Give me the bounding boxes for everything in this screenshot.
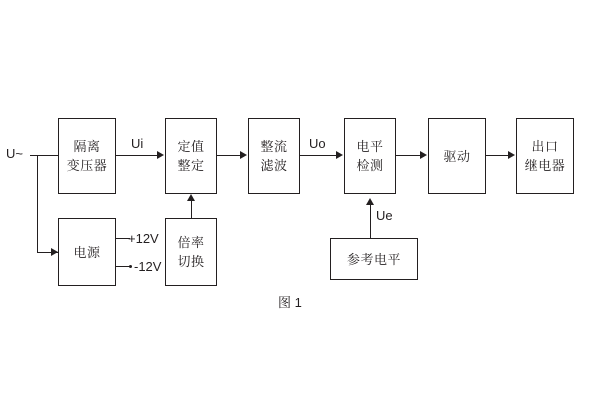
block-level-detect <box>344 118 396 194</box>
block-line: 倍率 <box>177 235 205 250</box>
block-isolation-transformer <box>58 118 116 194</box>
block-line: 出口 <box>531 139 559 154</box>
wire-level-to-drive <box>396 155 421 156</box>
block-drive <box>428 118 486 194</box>
label-plus12v: +12V <box>128 231 159 246</box>
block-line: 电平 <box>356 139 384 154</box>
block-line: 继电器 <box>524 158 566 173</box>
block-rectifier-filter <box>248 118 300 194</box>
block-line: 电源 <box>73 244 101 260</box>
wire-input-branch-vertical <box>37 155 38 252</box>
arrow-into-level-detect-bottom <box>366 198 374 205</box>
block-multiplier-switch <box>165 218 217 286</box>
block-reference-level <box>330 238 418 280</box>
arrow-into-power-supply <box>51 248 58 256</box>
block-output-relay <box>516 118 574 194</box>
wire-reference-to-level <box>370 205 371 238</box>
block-line: 驱动 <box>443 148 471 164</box>
label-minus12v: -12V <box>134 259 162 274</box>
arrow-into-output-relay <box>508 151 515 159</box>
block-line: 隔离 <box>73 139 101 154</box>
block-line: 滤波 <box>260 158 288 173</box>
block-line: 变压器 <box>66 158 108 173</box>
figure-caption: 图 1 <box>278 295 302 310</box>
arrow-into-rectifier <box>240 151 247 159</box>
wire-power-minus12 <box>116 266 130 267</box>
wire-drive-to-relay <box>486 155 509 156</box>
block-line: 整定 <box>177 158 205 173</box>
arrow-into-level-detect <box>336 151 343 159</box>
arrow-into-drive <box>420 151 427 159</box>
block-line: 切换 <box>177 254 205 269</box>
block-line: 整流 <box>260 139 288 154</box>
block-line: 定值 <box>177 139 205 154</box>
label-ue: Ue <box>376 208 393 223</box>
wire-multiplier-to-setting <box>191 200 192 218</box>
block-line: 检测 <box>356 158 384 173</box>
wire-input-to-isolation <box>30 155 58 156</box>
block-line: 参考电平 <box>346 251 401 267</box>
block-setting-adjust <box>165 118 217 194</box>
wire-setting-to-rectifier <box>217 155 241 156</box>
block-power-supply <box>58 218 116 286</box>
wire-isolation-to-setting <box>116 155 158 156</box>
label-input: U~ <box>6 146 23 161</box>
arrow-into-setting-adjust <box>157 151 164 159</box>
junction-dot-minus12 <box>129 265 132 268</box>
label-uo: Uo <box>309 136 326 151</box>
arrow-into-setting-adjust-bottom <box>187 194 195 201</box>
wire-rectifier-to-level <box>300 155 337 156</box>
label-ui: Ui <box>131 136 144 151</box>
